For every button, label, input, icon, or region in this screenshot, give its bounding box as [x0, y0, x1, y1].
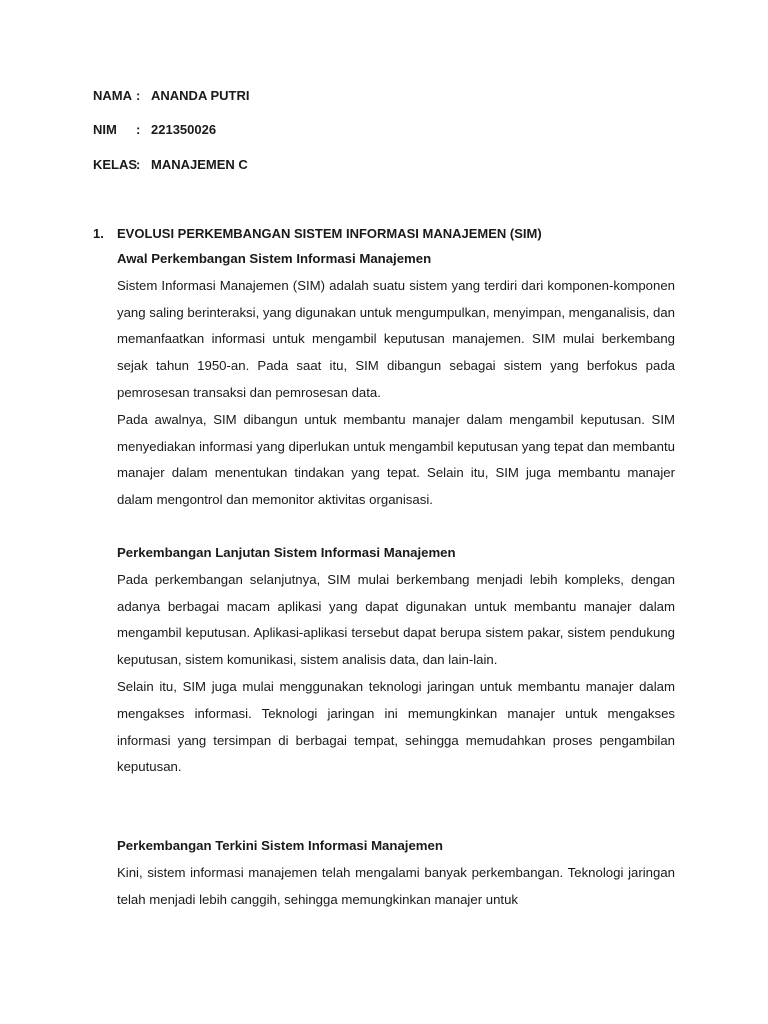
section-number: 1.: [93, 226, 104, 241]
nim-label: NIM: [93, 122, 117, 137]
nim-separator: :: [136, 122, 141, 137]
kelas-value: MANAJEMEN C: [151, 157, 248, 172]
section-title: [93, 226, 675, 242]
paragraph-awal-1: Sistem Informasi Manajemen (SIM) adalah suatu sistem yang terdiri dari komponen-komponen yang saling berinteraksi, yang digunakan untuk mengumpulkan, menyimpan, menganalisis, dan memanfaatkan informasi untuk mengambil keputusan manajemen. SIM mulai berkembang sejak tahun 1950-an. Pada saat itu, SIM dibangun sebagai sistem yang berfokus pada pemrosesan transaksi dan pemrosesan data.: [117, 277, 675, 400]
identity-nama-row: [93, 88, 249, 104]
nama-separator: :: [136, 88, 141, 103]
nim-value: 221350026: [151, 122, 217, 137]
block-awal: [117, 246, 675, 514]
paragraph-lanjutan-2: Selain itu, SIM juga mulai menggunakan teknologi jaringan untuk membantu manajer dalam mengakses informasi. Teknologi jaringan ini memungkinkan manajer untuk mengakses informasi yang tersimpan di berbagai tempat, sehingga memudahkan proses pengambilan keputusan.: [117, 678, 675, 775]
block-terkini: [117, 833, 675, 913]
block-lanjutan: [117, 540, 675, 781]
section-title-text: EVOLUSI PERKEMBANGAN SISTEM INFORMASI MANAJEMEN (SIM): [117, 226, 542, 241]
section-heading: [93, 226, 675, 242]
identity-nim-row: [93, 122, 216, 138]
subheading-lanjutan: Perkembangan Lanjutan Sistem Informasi Manajemen: [117, 545, 456, 560]
subheading-awal: Awal Perkembangan Sistem Informasi Manajemen: [117, 251, 432, 266]
kelas-separator: :: [136, 157, 141, 172]
identity-kelas-row: [93, 157, 248, 173]
paragraph-awal-2: Pada awalnya, SIM dibangun untuk membantu manajer dalam mengambil keputusan. SIM menyediakan informasi yang diperlukan untuk mengambil keputusan yang tepat dan membantu manajer dalam menentukan tindakan yang tepat. Selain itu, SIM juga membantu manajer dalam mengontrol dan memonitor aktivitas organisasi.: [117, 411, 675, 508]
nama-value: ANANDA PUTRI: [151, 88, 250, 103]
paragraph-terkini-1: Kini, sistem informasi manajemen telah mengalami banyak perkembangan. Teknologi jaringan telah menjadi lebih canggih, sehingga memungkinkan manajer untuk: [117, 864, 675, 907]
paragraph-lanjutan-1: Pada perkembangan selanjutnya, SIM mulai berkembang menjadi lebih kompleks, dengan adanya berbagai macam aplikasi yang dapat digunakan untuk membantu manajer dalam mengambil keputusan. Aplikasi-aplikasi tersebut dapat berupa sistem pakar, sistem pendukung keputusan, sistem komunikasi, sistem analisis data, dan lain-lain.: [117, 571, 675, 668]
subheading-terkini: Perkembangan Terkini Sistem Informasi Manajemen: [117, 838, 443, 853]
kelas-label: KELAS: [93, 157, 138, 172]
nama-label: NAMA: [93, 88, 132, 103]
